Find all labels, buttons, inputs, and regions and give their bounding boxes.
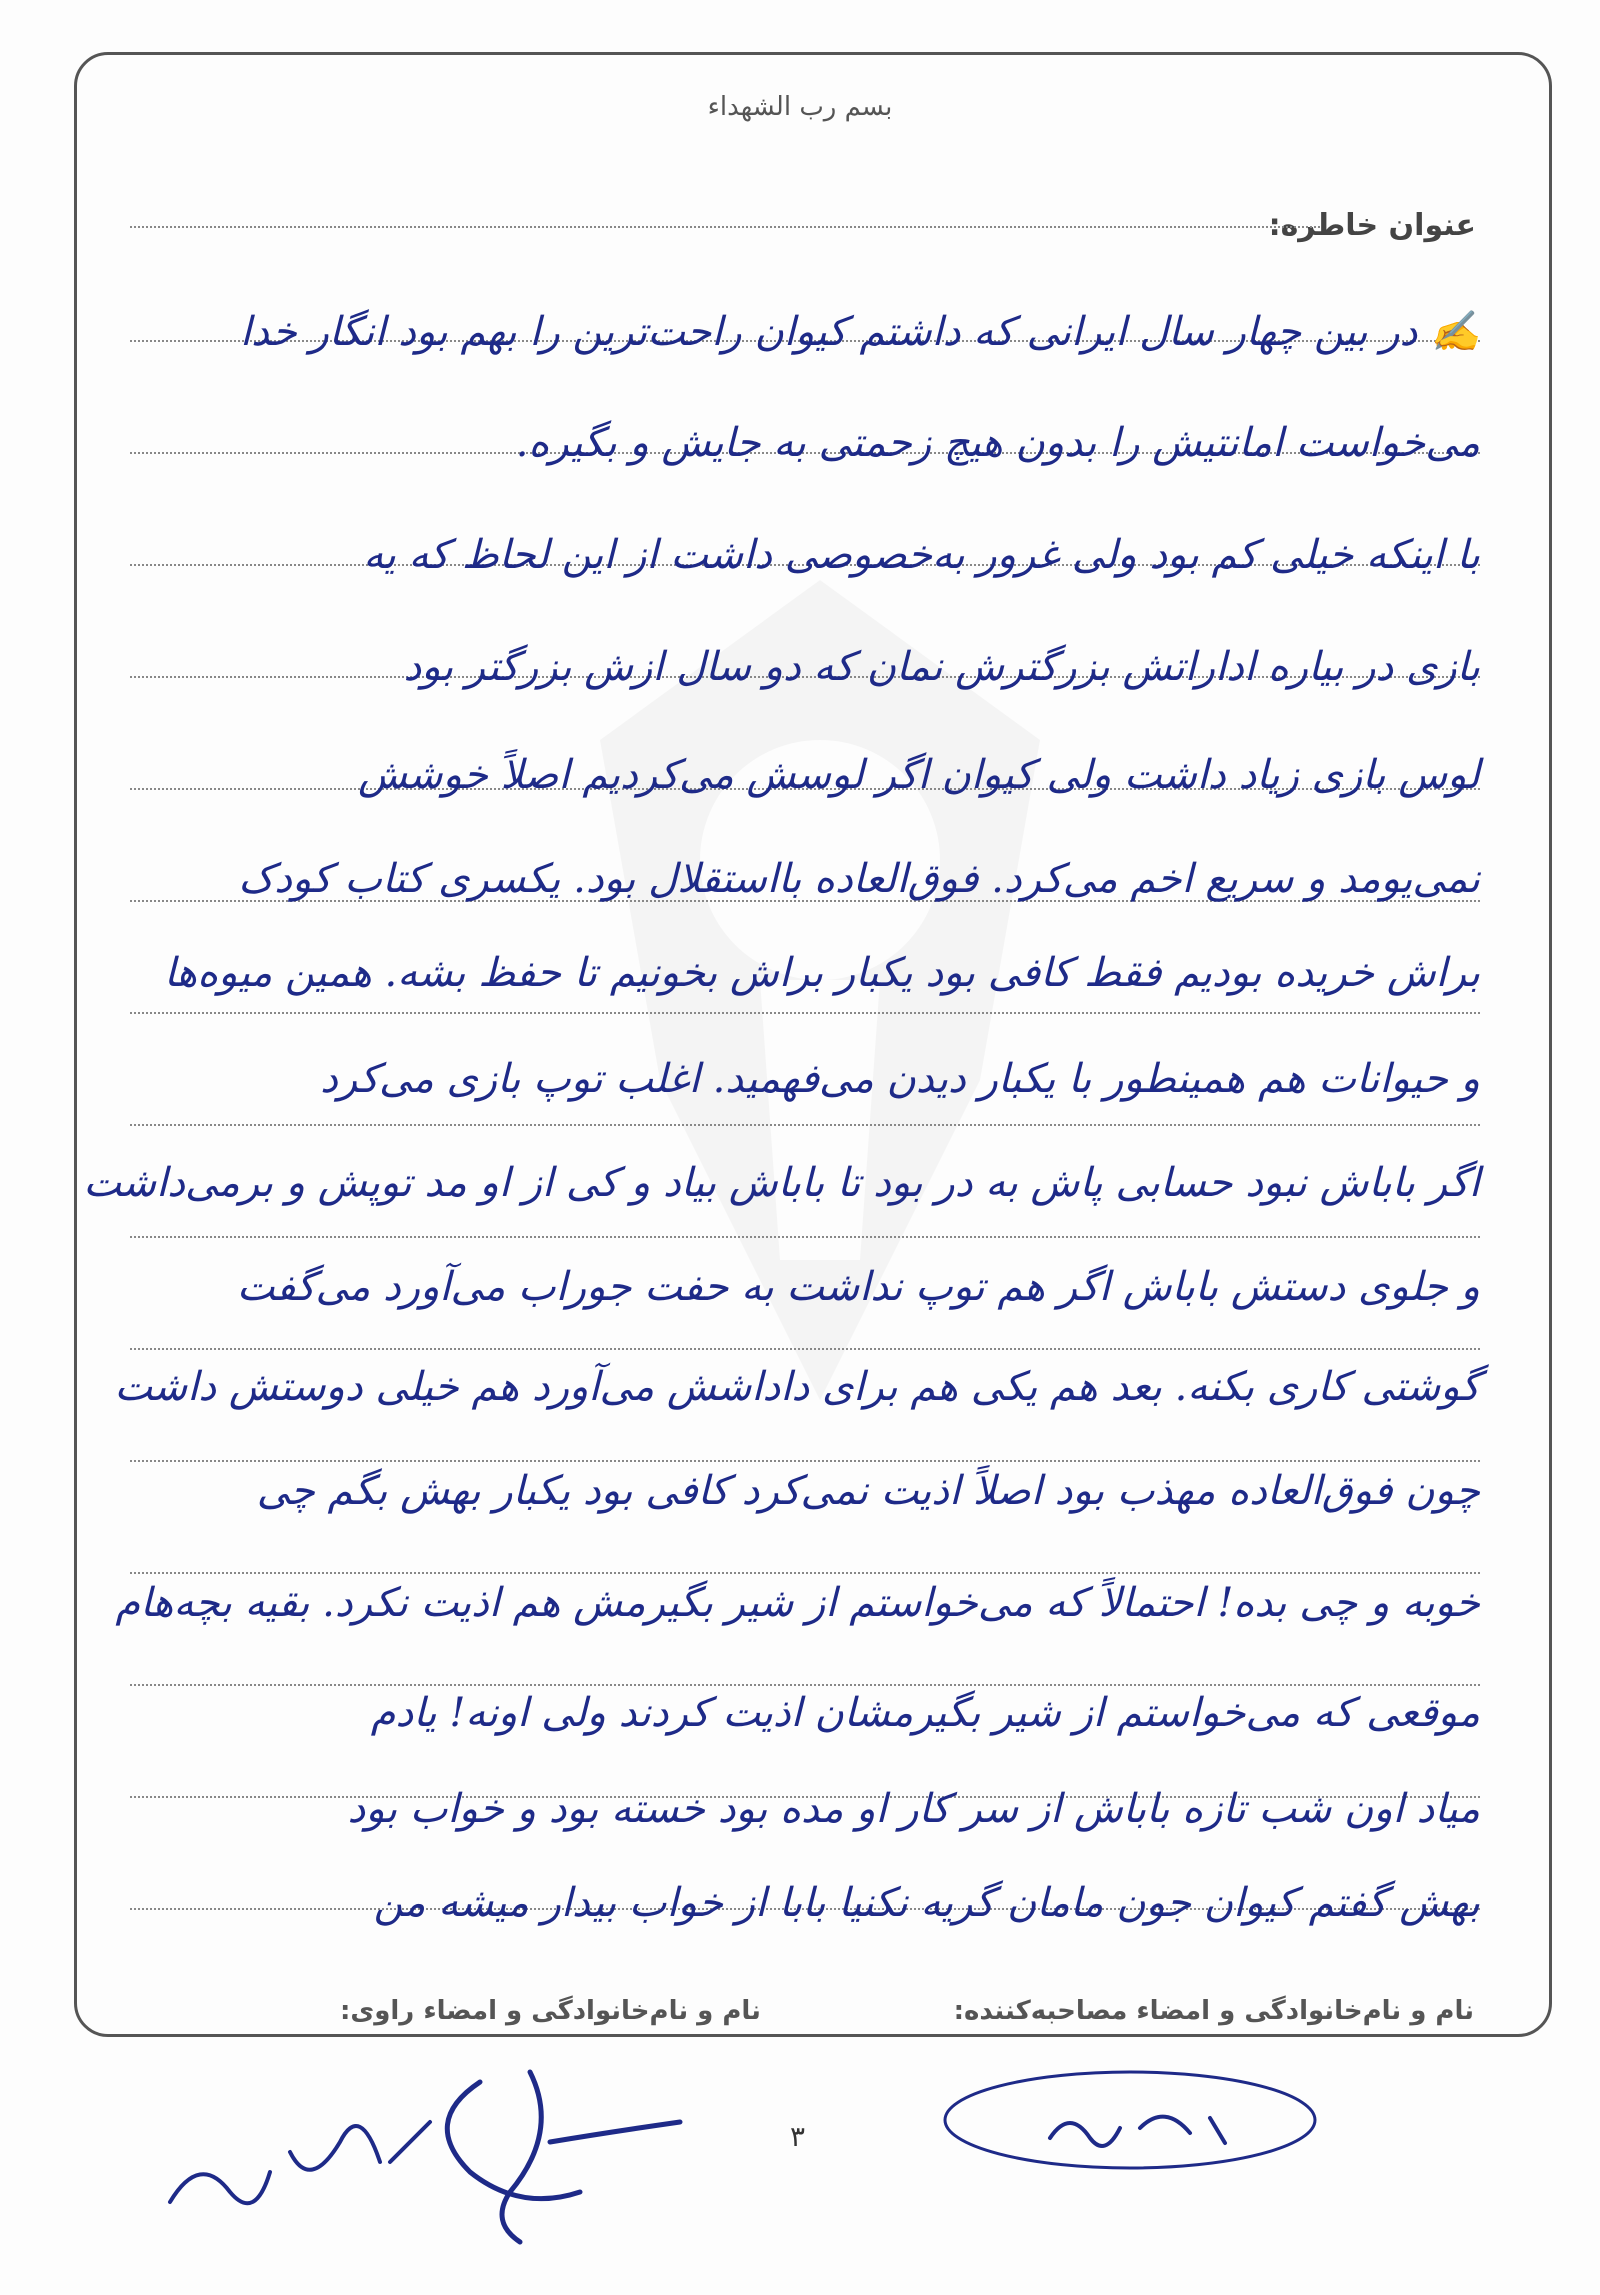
handwritten-line: لوس بازی زیاد داشت ولی کیوان اگر لوسش می‌کردیم اصلاً خوشش <box>358 752 1480 798</box>
handwritten-line: میاد اون شب تازه باباش از سر کار او مده بود خسته بود و خواب بود <box>347 1786 1480 1832</box>
ruled-line <box>130 226 1320 228</box>
ruled-line <box>130 1684 1480 1686</box>
ruled-line <box>130 1460 1480 1462</box>
handwritten-line: ✍ در بین چهار سال ایرانی که داشتم کیوان راحت‌ترین را بهم بود انگار خدا <box>240 309 1480 355</box>
narrator-signature <box>150 2052 710 2262</box>
handwritten-line: و جلوی دستش باباش اگر هم توپ نداشت به حفت جوراب می‌آورد می‌گفت <box>236 1264 1480 1310</box>
handwritten-line: بازی در بیاره اداراتش بزرگترش نمان که دو سال ازش بزرگتر بود <box>403 644 1480 690</box>
handwritten-line: اگر باباش نبود حسابی پاش به در بود تا باباش بیاد و کی از او مد توپش و برمی‌داشت <box>83 1160 1480 1206</box>
handwritten-line: بهش گفتم کیوان جون مامان گریه نکنیا بابا از خواب بیدار میشه من <box>373 1880 1480 1926</box>
header-title: بسم رب الشهداء <box>707 92 893 122</box>
handwritten-line: براش خریده بودیم فقط کافی بود یکبار براش بخونیم تا حفظ بشه. همین میوه‌ها <box>163 950 1480 996</box>
handwritten-line: و حیوانات هم همینطور با یکبار دیدن می‌فهمید. اغلب توپ بازی می‌کرد <box>320 1056 1480 1102</box>
ruled-line <box>130 1236 1480 1238</box>
handwritten-line: نمی‌یومد و سریع اخم می‌کرد. فوق‌العاده بااستقلال بود. یکسری کتاب کودک <box>238 856 1480 902</box>
handwritten-line: گوشتی کاری بکنه. بعد هم یکی هم برای داداشش می‌آورد هم خیلی دوستش داشت <box>114 1364 1480 1410</box>
handwritten-line: خوبه و چی بده! احتمالاً که می‌خواستم از شیر بگیرمش هم اذیت نکرد. بقیه بچه‌هام <box>115 1580 1480 1626</box>
handwritten-line: چون فوق‌العاده مهذب بود اصلاً اذیت نمی‌کرد کافی بود یکبار بهش بگم چی <box>256 1468 1480 1514</box>
handwritten-line: با اینکه خیلی کم بود ولی غرور به‌خصوصی داشت از این لحاظ که یه <box>363 532 1480 578</box>
handwritten-line: می‌خواست امانتیش را بدون هیچ زحمتی به جایش و بگیره. <box>515 420 1480 466</box>
ruled-line <box>130 1348 1480 1350</box>
interviewer-signature <box>930 2058 1350 2208</box>
ruled-line <box>130 1572 1480 1574</box>
narrator-signature-label: نام و نام‌خانوادگی و امضاء راوی: <box>340 1996 761 2026</box>
handwritten-line: موقعی که می‌خواستم از شیر بگیرمشان اذیت کردند ولی اونه! یادم <box>370 1690 1480 1736</box>
ruled-line <box>130 1124 1480 1126</box>
ruled-line <box>130 1012 1480 1014</box>
interviewer-signature-label: نام و نام‌خانوادگی و امضاء مصاحبه‌کننده: <box>953 1996 1474 2026</box>
page-number: ۳ <box>790 2120 806 2153</box>
memoir-title-label: عنوان خاطره: <box>1268 208 1476 243</box>
